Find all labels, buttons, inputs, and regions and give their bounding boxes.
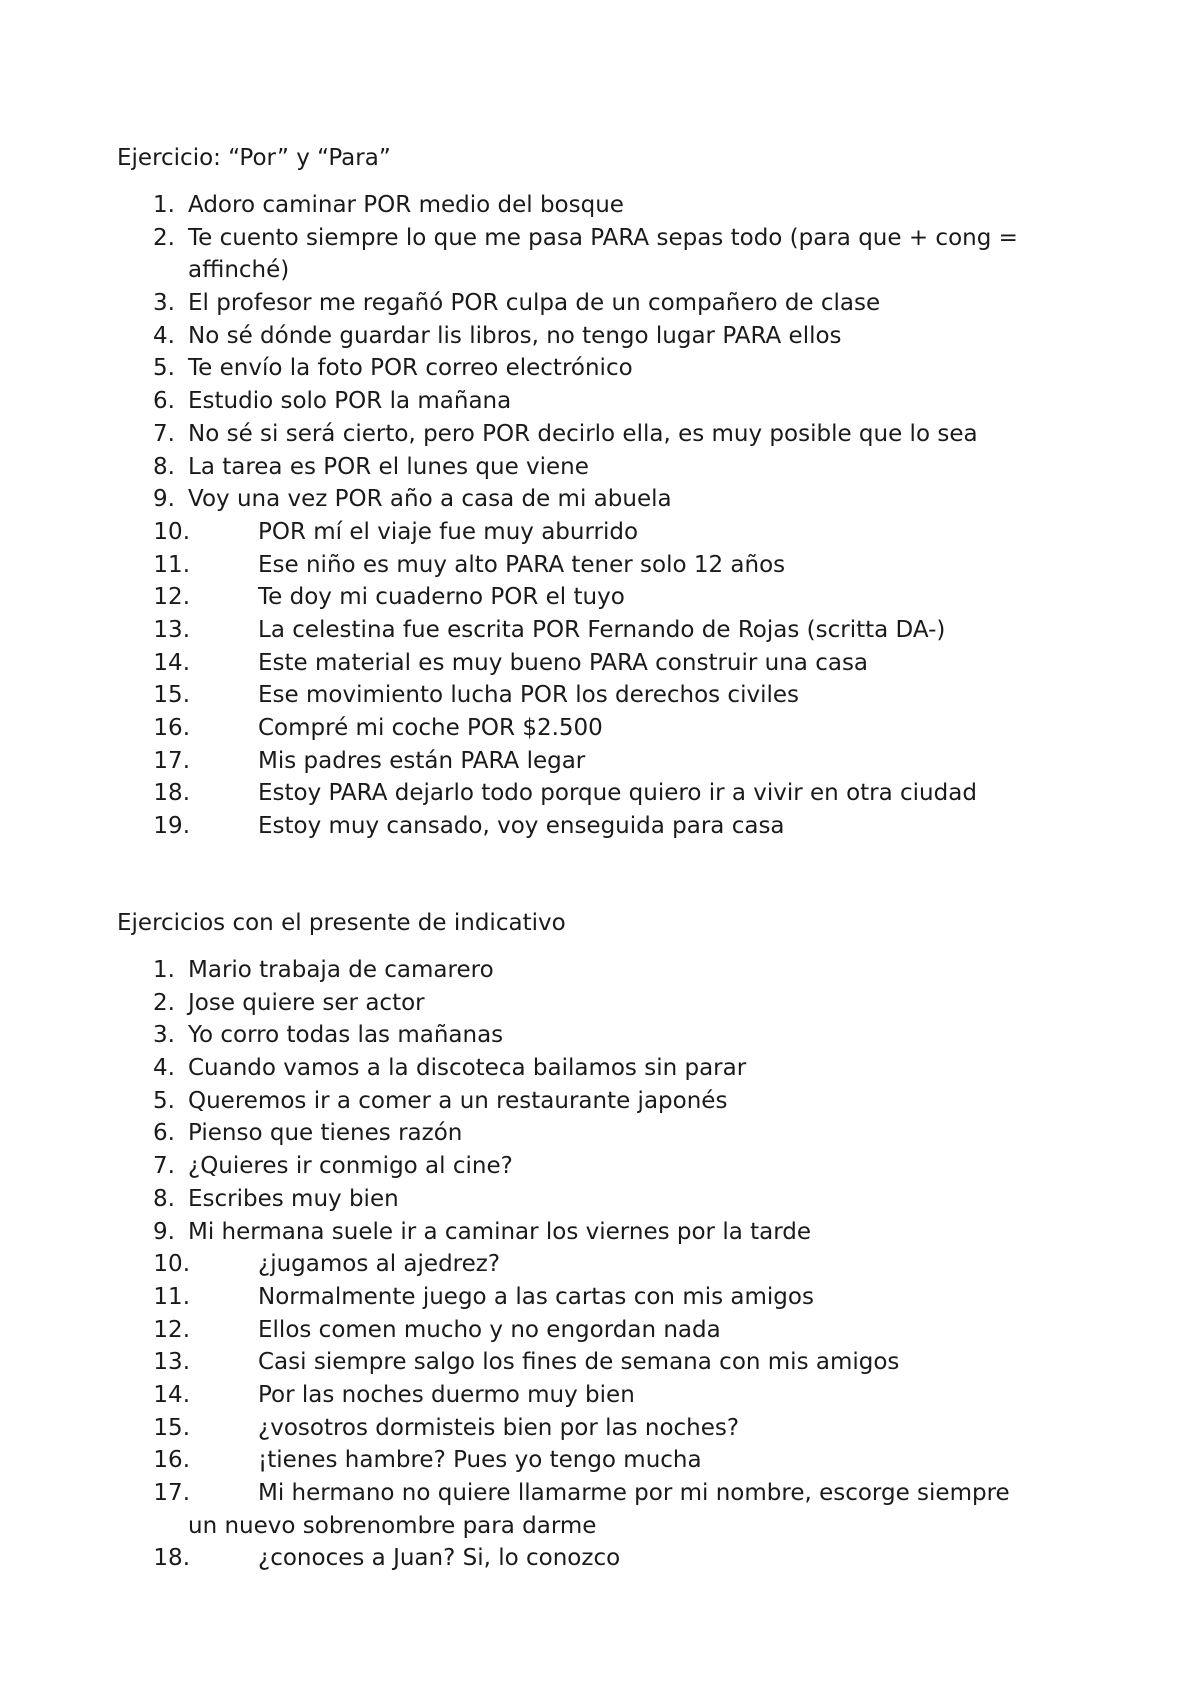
list-item (0, 1379, 1200, 1412)
item-number: 14. (153, 1381, 190, 1408)
item-number: 6. (153, 1120, 175, 1147)
item-number: 2. (153, 224, 175, 251)
item-number: 16. (153, 715, 190, 742)
list-item (0, 745, 1200, 778)
item-text: Por las noches duermo muy bien (258, 1381, 635, 1408)
item-number: 4. (153, 1055, 175, 1082)
item-text: ¿conoces a Juan? Si, lo conozco (258, 1545, 621, 1572)
list-item (0, 954, 1200, 987)
list-item (0, 810, 1200, 843)
list-item (0, 1314, 1200, 1347)
list-item (0, 712, 1200, 745)
item-number: 17. (153, 1480, 190, 1506)
section-title-presente-indicativo: Ejercicios con el presente de indicativo (117, 910, 566, 936)
item-text: Estoy muy cansado, voy enseguida para casa (258, 813, 785, 840)
item-text: Ellos comen mucho y no engordan nada (258, 1316, 721, 1343)
item-text: ¿jugamos al ajedrez? (258, 1251, 501, 1278)
item-number: 13. (153, 1349, 190, 1376)
item-text: ¿Quieres ir conmigo al cine? (188, 1153, 513, 1180)
list-item (0, 1117, 1200, 1150)
item-text: Estudio solo POR la mañana (188, 388, 512, 415)
list-item (0, 647, 1200, 680)
item-text: Queremos ir a comer a un restaurante japonés (188, 1087, 728, 1114)
item-number: 12. (153, 1316, 190, 1343)
item-text: Normalmente juego a las cartas con mis amigos (258, 1283, 814, 1310)
item-number: 10. (153, 518, 190, 545)
list-item (0, 451, 1200, 484)
item-number: 15. (153, 1414, 190, 1441)
list-item (0, 1216, 1200, 1249)
list-item (0, 1346, 1200, 1379)
list-item (0, 1085, 1200, 1118)
item-number: 9. (153, 1218, 175, 1245)
item-text: Te cuento siempre lo que me pasa PARA sepas todo (para que + cong = (188, 224, 1018, 251)
item-number: 16. (153, 1447, 190, 1474)
item-text: Compré mi coche POR $2.500 (258, 715, 603, 742)
item-number: 12. (153, 584, 190, 611)
item-text: ¿vosotros dormisteis bien por las noches? (258, 1414, 740, 1441)
item-text: Voy una vez POR año a casa de mi abuela (188, 486, 672, 513)
item-number: 18. (153, 780, 190, 807)
item-text: Yo corro todas las mañanas (188, 1022, 504, 1049)
item-text: Jose quiere ser actor (188, 989, 425, 1016)
item-text: Adoro caminar POR medio del bosque (188, 192, 624, 218)
list-item (0, 418, 1200, 451)
list-item (0, 614, 1200, 647)
item-text: Mi hermana suele ir a caminar los viernes por la tarde (188, 1218, 812, 1245)
item-number: 15. (153, 682, 190, 709)
list-item (0, 516, 1200, 549)
list-item (0, 1150, 1200, 1183)
item-number: 1. (153, 957, 175, 983)
item-number: 4. (153, 322, 175, 349)
item-text: POR mí el viaje fue muy aburrido (258, 518, 639, 545)
list-item (0, 1019, 1200, 1052)
item-text: La tarea es POR el lunes que viene (188, 453, 589, 480)
item-number: 18. (153, 1545, 190, 1572)
item-number: 3. (153, 1022, 175, 1049)
item-text: ¡tienes hambre? Pues yo tengo mucha (258, 1447, 702, 1474)
item-number: 5. (153, 1087, 175, 1114)
item-text: Cuando vamos a la discoteca bailamos sin parar (188, 1055, 747, 1082)
item-text: Estoy PARA dejarlo todo porque quiero ir a vivir en otra ciudad (258, 780, 977, 807)
list-item (0, 1052, 1200, 1085)
item-number: 10. (153, 1251, 190, 1278)
item-number: 6. (153, 388, 175, 415)
item-text: No sé si será cierto, pero POR decirlo ella, es muy posible que lo sea (188, 420, 978, 447)
item-number: 11. (153, 1283, 190, 1310)
item-text: Escribes muy bien (188, 1185, 399, 1212)
item-number: 7. (153, 1153, 175, 1180)
exercise-list-presente-indicativo (0, 954, 1200, 1575)
item-text: Casi siempre salgo los fines de semana con mis amigos (258, 1349, 900, 1376)
list-item (0, 1281, 1200, 1314)
list-item (0, 1477, 1200, 1542)
list-item (0, 987, 1200, 1020)
item-number: 19. (153, 813, 190, 840)
item-text-continuation: affinché) (188, 257, 290, 284)
item-number: 17. (153, 747, 190, 774)
section-title-por-para: Ejercicio: “Por” y “Para” (117, 145, 391, 171)
item-text: Pienso que tienes razón (188, 1120, 463, 1147)
list-item (0, 189, 1200, 222)
list-item (0, 287, 1200, 320)
item-number: 11. (153, 551, 190, 578)
item-number: 3. (153, 290, 175, 317)
item-text: Ese niño es muy alto PARA tener solo 12 años (258, 551, 786, 578)
list-item (0, 352, 1200, 385)
item-text: La celestina fue escrita POR Fernando de Rojas (scritta DA-) (258, 616, 946, 643)
item-text: Mis padres están PARA legar (258, 747, 586, 774)
item-text: No sé dónde guardar lis libros, no tengo lugar PARA ellos (188, 322, 842, 349)
item-number: 13. (153, 616, 190, 643)
item-number: 8. (153, 1185, 175, 1212)
list-item (0, 483, 1200, 516)
item-text: Este material es muy bueno PARA construir una casa (258, 649, 869, 676)
item-text: Mario trabaja de camarero (188, 957, 494, 983)
list-item (0, 1183, 1200, 1216)
item-number: 9. (153, 486, 175, 513)
list-item (0, 581, 1200, 614)
list-item (0, 385, 1200, 418)
list-item (0, 1542, 1200, 1575)
item-number: 14. (153, 649, 190, 676)
item-text: Mi hermano no quiere llamarme por mi nombre, escorge siempre (258, 1480, 1010, 1506)
item-text-continuation: un nuevo sobrenombre para darme (188, 1512, 597, 1539)
exercise-list-por-para (0, 189, 1200, 843)
item-number: 8. (153, 453, 175, 480)
item-number: 5. (153, 355, 175, 382)
list-item (0, 1248, 1200, 1281)
item-number: 2. (153, 989, 175, 1016)
list-item (0, 1444, 1200, 1477)
list-item (0, 222, 1200, 287)
list-item (0, 320, 1200, 353)
list-item (0, 549, 1200, 582)
item-text: Ese movimiento lucha POR los derechos civiles (258, 682, 799, 709)
item-number: 7. (153, 420, 175, 447)
list-item (0, 777, 1200, 810)
list-item (0, 1412, 1200, 1445)
list-item (0, 679, 1200, 712)
item-text: Te envío la foto POR correo electrónico (188, 355, 633, 382)
item-text: Te doy mi cuaderno POR el tuyo (258, 584, 625, 611)
item-text: El profesor me regañó POR culpa de un compañero de clase (188, 290, 881, 317)
item-number: 1. (153, 192, 175, 218)
